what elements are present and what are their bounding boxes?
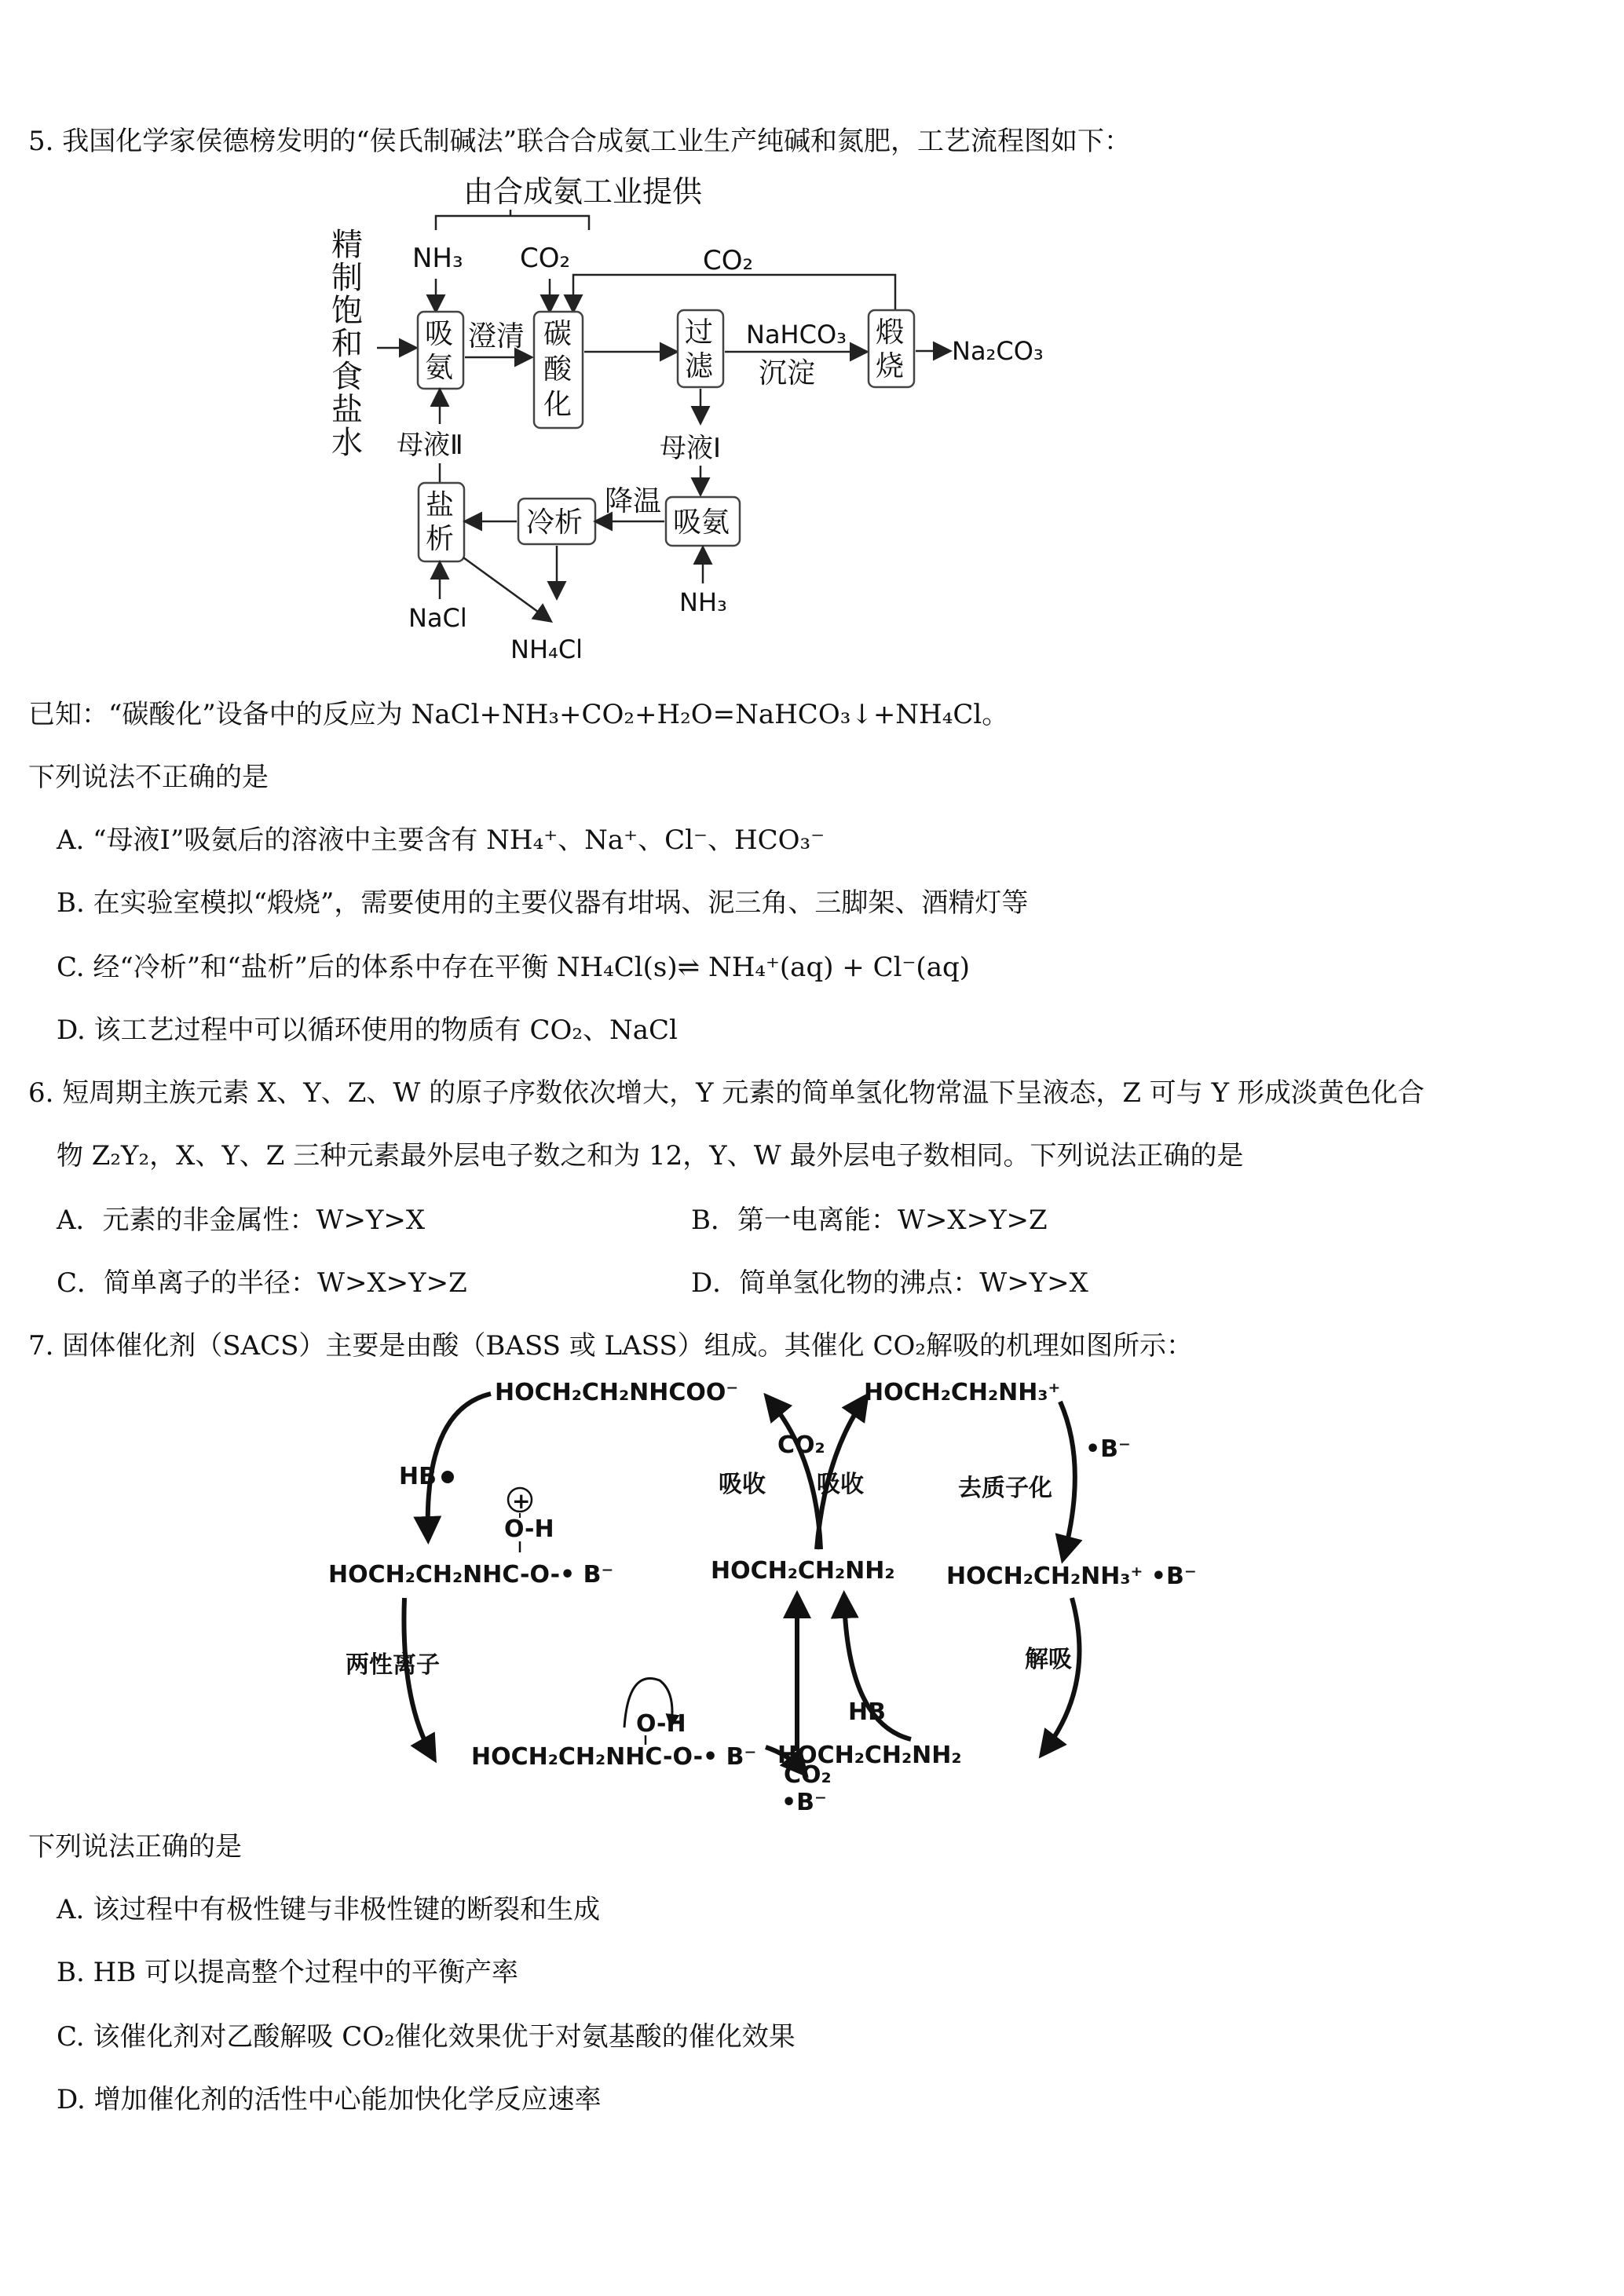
q7-option-c: C. 该催化剂对乙酸解吸 CO₂催化效果优于对氨基酸的催化效果 <box>57 2021 796 2053</box>
mech-co2-mid: CO₂ <box>777 1431 825 1459</box>
svg-text:煅: 煅 <box>876 316 905 349</box>
svg-text:过: 过 <box>685 316 714 349</box>
q5-option-a: A. “母液Ⅰ”吸氨后的溶液中主要含有 NH₄⁺、Na⁺、Cl⁻、HCO₃⁻ <box>57 824 825 856</box>
q7-option-a: A. 该过程中有极性键与非极性键的断裂和生成 <box>57 1894 601 1925</box>
svg-text:饱: 饱 <box>331 293 363 329</box>
q5-known: 已知：“碳酸化”设备中的反应为 NaCl+NH₃+CO₂+H₂O=NaHCO₃↓+NH₄Cl。 <box>28 699 1009 730</box>
svg-text:精: 精 <box>331 227 363 263</box>
mech-oh-top: O-H <box>504 1515 554 1543</box>
flow-nh3-top: NH₃ <box>412 243 463 274</box>
mech-deprotonation: 去质子化 <box>958 1475 1052 1502</box>
mech-oh-bottom: O-H <box>636 1710 686 1738</box>
q6-option-a: A．元素的非金属性：W>Y>X <box>57 1205 426 1236</box>
q7-ask: 下列说法正确的是 <box>28 1831 242 1863</box>
svg-text:氨: 氨 <box>425 352 454 384</box>
mech-desorption: 解吸 <box>1025 1646 1072 1673</box>
svg-text:化: 化 <box>543 389 572 421</box>
svg-text:吸氨: 吸氨 <box>673 506 730 539</box>
mech-left-intermediate: HOCH₂CH₂NHC-O-• B⁻ <box>328 1561 614 1589</box>
flow-clarify-label: 澄清 <box>468 320 525 353</box>
mech-center-amine: HOCH₂CH₂NH₂ <box>711 1557 895 1585</box>
svg-text:烧: 烧 <box>876 350 905 382</box>
flow-feed-label <box>331 227 363 461</box>
svg-text:盐: 盐 <box>331 392 363 428</box>
svg-text:碳: 碳 <box>543 318 572 350</box>
flow-co2-top: CO₂ <box>520 243 571 274</box>
q6-option-c: C．简单离子的半径：W>X>Y>Z <box>57 1267 467 1299</box>
flow-nh3-bottom: NH₃ <box>679 587 727 617</box>
svg-text:滤: 滤 <box>685 350 714 382</box>
mech-bottom-intermediate: HOCH₂CH₂NHC-O-• B⁻ <box>471 1743 757 1771</box>
svg-text:水: 水 <box>331 425 363 461</box>
svg-text:食: 食 <box>331 359 363 395</box>
q6-stem-line1: 6. 短周期主族元素 X、Y、Z、W 的原子序数依次增大，Y 元素的简单氢化物常温下呈液态，Z 可与 Y 形成淡黄色化合 <box>28 1077 1425 1109</box>
mech-absorb-left: 吸收 <box>719 1471 766 1498</box>
flow-nh4cl-label: NH₄Cl <box>510 634 583 664</box>
mech-b-minus-bottom: •B⁻ <box>781 1789 827 1810</box>
mech-ammonium-top: HOCH₂CH₂NH₃⁺ <box>864 1379 1061 1406</box>
flow-mother-liquor-2: 母液Ⅱ <box>397 430 463 461</box>
q5-stem: 5. 我国化学家侯德榜发明的“侯氏制碱法”联合合成氨工业生产纯碱和氮肥，工艺流程图如下： <box>28 126 1132 157</box>
q7-option-b: B. HB 可以提高整个过程中的平衡产率 <box>57 1957 519 1988</box>
mech-absorb-right: 吸收 <box>817 1471 864 1498</box>
q5-option-b: B. 在实验室模拟“煅烧”，需要使用的主要仪器有坩埚、泥三角、三脚架、酒精灯等 <box>57 887 1029 919</box>
svg-text:+: + <box>512 1488 531 1514</box>
q7-stem: 7. 固体催化剂（SACS）主要是由酸（BASS 或 LASS）组成。其催化 CO₂解吸的机理如图所示： <box>28 1330 1193 1362</box>
mech-bottom-amine: HOCH₂CH₂NH₂ <box>777 1742 962 1769</box>
q6-option-b: B．第一电离能：W>X>Y>Z <box>691 1205 1048 1236</box>
svg-text:和: 和 <box>331 326 363 362</box>
flow-precipitate-label: 沉淀 <box>759 357 816 389</box>
svg-text:冷析: 冷析 <box>526 506 583 539</box>
q6-option-d: D．简单氢化物的沸点：W>Y>X <box>691 1267 1088 1299</box>
mech-zwitterion: 两性离子 <box>346 1651 440 1679</box>
svg-text:盐: 盐 <box>426 489 455 521</box>
q7-option-d: D. 增加催化剂的活性中心能加快化学反应速率 <box>57 2084 602 2115</box>
flow-nahco3-label: NaHCO₃ <box>746 320 847 349</box>
svg-text:酸: 酸 <box>543 353 572 386</box>
mech-co2-bottom: CO₂ <box>784 1761 832 1789</box>
flow-mother-liquor-1: 母液Ⅰ <box>660 433 722 464</box>
flow-co2-recycle: CO₂ <box>703 245 754 276</box>
q7-mechanism-diagram <box>314 1370 1217 1810</box>
svg-text:制: 制 <box>331 260 363 296</box>
mech-b-minus-right: •B⁻ <box>1085 1435 1131 1463</box>
mech-carbamate-top: HOCH₂CH₂NHCOO⁻ <box>495 1379 739 1406</box>
flow-source-label: 由合成氨工业提供 <box>463 174 703 209</box>
mech-right-intermediate: HOCH₂CH₂NH₃⁺ •B⁻ <box>946 1563 1197 1590</box>
q6-stem-line2: 物 Z₂Y₂，X、Y、Z 三种元素最外层电子数之和为 12，Y、W 最外层电子数相同。下列说法正确的是 <box>57 1140 1244 1172</box>
mech-hb-left: HB <box>399 1463 437 1490</box>
mech-hb-right: HB <box>848 1698 886 1726</box>
flow-cool-label: 降温 <box>605 485 662 517</box>
svg-text:吸: 吸 <box>425 318 454 350</box>
q5-option-c: C. 经“冷析”和“盐析”后的体系中存在平衡 NH₄Cl(s)⇌ NH₄⁺(aq) + Cl⁻(aq) <box>57 952 970 983</box>
flow-nacl-label: NaCl <box>408 603 467 633</box>
q5-ask: 下列说法不正确的是 <box>28 762 269 793</box>
q5-flowchart <box>314 169 1099 671</box>
flow-na2co3-label: Na₂CO₃ <box>952 336 1044 366</box>
svg-text:析: 析 <box>426 523 455 555</box>
q5-option-d: D. 该工艺过程中可以循环使用的物质有 CO₂、NaCl <box>57 1015 678 1046</box>
